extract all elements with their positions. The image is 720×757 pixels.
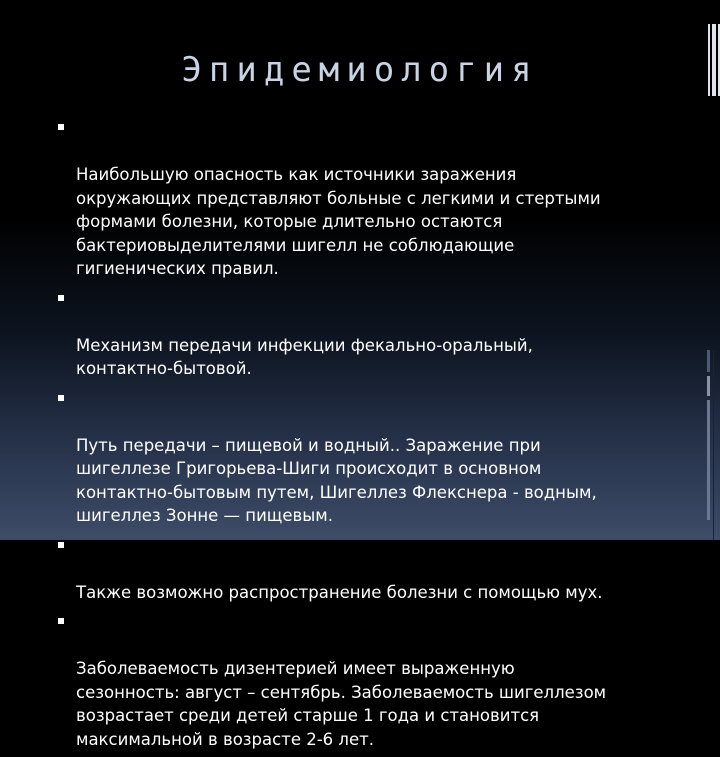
bullet-text: Также возможно распространение болезни с помощью мух. <box>76 582 603 602</box>
bullet-text: Путь передачи – пищевой и водный.. Заражение при шигеллезе Григорьева-Шиги происходит в основном контактно-бытовым путем, Шигеллез Флекснера - водным, шигеллез Зонне — пищевым. <box>76 435 597 525</box>
bullet-item <box>58 534 688 605</box>
bullet-list <box>58 116 688 757</box>
bullet-item <box>58 116 688 281</box>
bullet-text: Заболеваемость дизентерией имеет выраженную сезонность: август – сентябрь. Заболеваемость шигеллезом возрастает среди детей старше 1 года и становится максимальной в возрасте 2-6 лет. <box>76 659 607 749</box>
bullet-text: Наибольшую опасность как источники заражения окружающих представляют больные с легкими и стертыми формами болезни, которые длительно остаются бактериовыделителями шигелл не соблюдающие гигиенических правил. <box>76 165 601 278</box>
bullet-item <box>58 610 688 751</box>
bullet-icon <box>58 395 64 401</box>
edge-segment <box>707 400 710 520</box>
bullet-icon <box>58 618 64 624</box>
bullet-icon <box>58 542 64 548</box>
bullet-text: Механизм передачи инфекции фекально-оральный, контактно-бытовой. <box>76 335 533 378</box>
bullet-icon <box>58 124 64 130</box>
edge-segment <box>707 376 710 396</box>
bullet-item <box>58 387 688 528</box>
edge-line <box>713 350 714 540</box>
bullet-icon <box>58 295 64 301</box>
slide-title: Эпидемиология <box>181 50 539 90</box>
edge-segment <box>707 350 710 372</box>
bullet-item <box>58 287 688 381</box>
bottom-edge-decoration <box>700 340 720 540</box>
